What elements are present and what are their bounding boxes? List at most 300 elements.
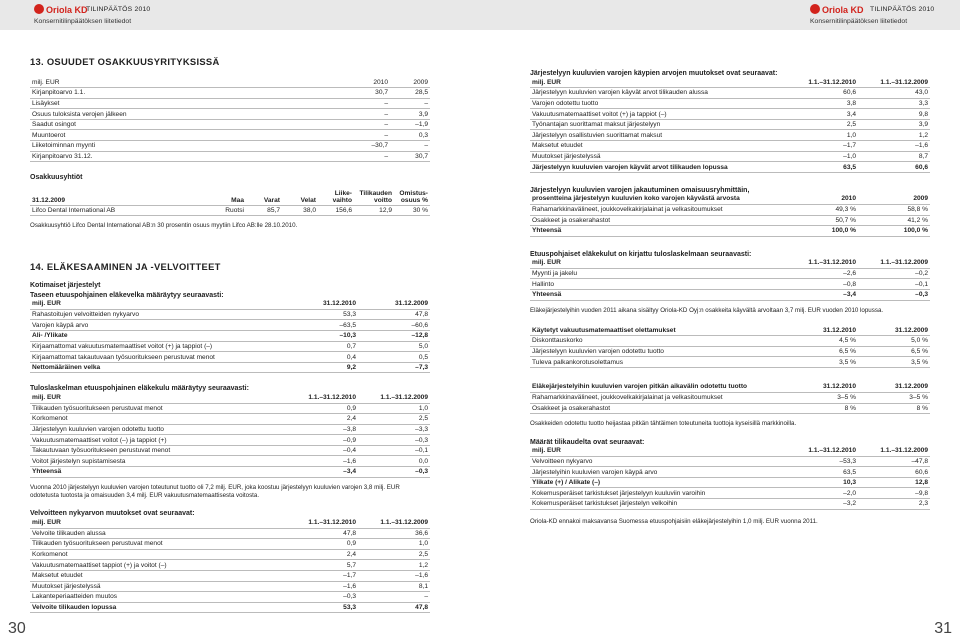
row-value: 2010 [350, 77, 390, 88]
row-label: Kirjanpitoarvo 31.12. [30, 151, 350, 162]
row-label: Kirjaamattomat takautuvaan työsuoritukseen perustuvat menot [30, 352, 286, 363]
row-value: 9,2 [286, 362, 358, 373]
row-value: 0,4 [286, 352, 358, 363]
row-value: 30,7 [390, 151, 430, 162]
row-value: 1.1.–31.12.2009 [858, 77, 930, 88]
column-header: 31.12.2009 [858, 325, 930, 336]
table-header [530, 258, 930, 269]
row-label: milj. EUR [530, 258, 786, 269]
table-row [30, 435, 430, 446]
table-row [30, 539, 430, 550]
row-value: 2,5 [358, 414, 430, 425]
table-row [30, 130, 430, 141]
row-value: 5,0 [358, 341, 430, 352]
subtitle-right: Konsernitilinpäätöksen liitetiedot [810, 18, 908, 25]
table-row [30, 592, 430, 603]
table-row [30, 528, 430, 539]
row-value: –53,3 [786, 456, 858, 467]
table-row [530, 141, 930, 152]
table-row [30, 549, 430, 560]
row-value: 10,3 [786, 477, 858, 488]
row-value: 47,8 [358, 602, 430, 613]
row-value: –0,1 [358, 445, 430, 456]
table-row [530, 488, 930, 499]
row-value: –2,6 [786, 268, 858, 279]
row-label: Järjestelyyn kuuluvien varojen käyvät arvot tilikauden alussa [530, 88, 786, 99]
section-13-title: 13. OSUUDET OSAKKUUSYRITYKSISSÄ [30, 56, 220, 67]
table-row [30, 320, 430, 331]
row-value: –1,6 [286, 456, 358, 467]
row-value: 8 % [858, 403, 930, 414]
table-row [30, 309, 430, 320]
row-value: –1,0 [786, 151, 858, 162]
row-label: Takautuvaan työsuoritukseen perustuvat menot [30, 445, 286, 456]
row-label: Osakkeet ja osakerahastot [530, 403, 786, 414]
row-value: 2,4 [286, 549, 358, 560]
table-row [530, 279, 930, 290]
row-label: 31.12.2009 [30, 187, 210, 205]
row-value: –3,4 [786, 290, 858, 301]
pension-cost-note: Vuonna 2010 järjestelyyn kuuluvien varojen toteutunut tuotto oli 7,2 milj. EUR, joka koostuu järjestelyyn kuuluvien varojen 3,8 milj. EUR odotetusta tuotosta ja omaisuuden 3,4 milj. EUR vakuutusmatemaattisesta voitosta. [30, 483, 400, 500]
row-label: Rahamarkkinavälineet, joukkovelkakirjalainat ja velkasitoumukset [530, 204, 786, 215]
table-header [30, 77, 430, 88]
table-row [530, 456, 930, 467]
plan-assets-title: Järjestelyyn kuuluvien varojen käypien arvojen muutokset ovat seuraavat: [530, 70, 778, 77]
row-value: 2,5 [358, 549, 430, 560]
row-label: Ali- /Ylikate [30, 331, 286, 342]
table-header [30, 187, 430, 205]
table-row [30, 445, 430, 456]
row-value: 1.1.–31.12.2010 [786, 446, 858, 457]
asset-allocation-title-1: Järjestelyyn kuuluvien varojen jakautuminen omaisuusryhmittäin, [530, 186, 750, 194]
row-value: 5,7 [286, 560, 358, 571]
table-row [530, 130, 930, 141]
oriola-logo-icon [34, 4, 44, 14]
table-title: Käytetyt vakuutusmatemaattiset olettamukset [530, 325, 786, 336]
row-value: 31.12.2009 [358, 299, 430, 310]
row-label: milj. EUR [30, 77, 350, 88]
row-label: Järjestelyyn kuuluvien varojen odotettu tuotto [530, 346, 786, 357]
row-value: –10,3 [286, 331, 358, 342]
row-value: 28,5 [390, 88, 430, 99]
row-label: Diskonttauskorko [530, 336, 786, 347]
amounts-table [530, 446, 930, 510]
table-row [30, 141, 430, 152]
row-label: Varojen odotettu tuotto [530, 98, 786, 109]
row-value: 1,2 [358, 560, 430, 571]
row-value: –3,8 [286, 424, 358, 435]
table-title: Eläkejärjestelyihin kuuluvien varojen pitkän aikavälin odotettu tuotto [530, 382, 786, 393]
row-value: –1,9 [390, 119, 430, 130]
table-row [30, 151, 430, 162]
table-row [30, 352, 430, 363]
row-value: 12,8 [858, 477, 930, 488]
row-value: –1,7 [286, 570, 358, 581]
row-label: Velvoitteen nykyarvo [530, 456, 786, 467]
row-value: –1,6 [858, 141, 930, 152]
plan-assets-table [530, 77, 930, 173]
row-label: Tilikauden työsuoritukseen perustuvat menot [30, 539, 286, 550]
pension-liability-title: Taseen etuuspohjainen eläkevelka määräytyy seuraavasti: [30, 291, 224, 299]
row-value: –1,7 [786, 141, 858, 152]
table-row [530, 215, 930, 226]
obligation-changes-table [30, 517, 430, 613]
associates-note: Osakkuusyhtiö Lifco Dental International AB:n 30 prosentin osuus myytiin Lifco AB:lle 28.10.2010. [30, 222, 298, 230]
row-value: Tilikauden voitto [354, 187, 394, 205]
table-row [530, 346, 930, 357]
row-label: Yhteensä [30, 467, 286, 478]
row-value: 63,5 [786, 467, 858, 478]
row-value: –0,2 [858, 268, 930, 279]
row-label: Nettomääräinen velka [30, 362, 286, 373]
table-row [30, 403, 430, 414]
row-value: 38,0 [282, 205, 318, 216]
row-value: 1,0 [358, 539, 430, 550]
income-statement-title: Etuuspohjaiset eläkekulut on kirjattu tuloslaskelmaan seuraavasti: [530, 250, 752, 258]
row-value: 1.1.–31.12.2010 [786, 258, 858, 269]
row-value: –3,4 [286, 467, 358, 478]
row-label: Ylikate (+) / Alikate (–) [530, 477, 786, 488]
row-value: 3,5 % [858, 357, 930, 368]
subtitle-left: Konsernitilinpäätöksen liitetiedot [34, 18, 132, 25]
row-value: –7,3 [358, 362, 430, 373]
row-label: Tilikauden työsuoritukseen perustuvat menot [30, 403, 286, 414]
row-value: 2,4 [286, 414, 358, 425]
row-value: – [350, 109, 390, 120]
row-label: Järjestelyyn osallistuvien suorittamat maksut [530, 130, 786, 141]
table-row [530, 88, 930, 99]
associates-table [30, 187, 430, 216]
page-header [0, 0, 960, 30]
table-row [30, 456, 430, 467]
row-label: Rahastoitujen velvoitteiden nykyarvo [30, 309, 286, 320]
row-label: Varojen käypä arvo [30, 320, 286, 331]
row-value: – [350, 119, 390, 130]
row-label: Järjestelyihin kuuluvien varojen käypä arvo [530, 467, 786, 478]
column-header: 31.12.2009 [858, 382, 930, 393]
row-value: –0,1 [858, 279, 930, 290]
row-value: 0,9 [286, 403, 358, 414]
row-label: Lakanteperiaatteiden muutos [30, 592, 286, 603]
row-value: Liike- vaihto [318, 187, 354, 205]
row-value: 3–5 % [786, 392, 858, 403]
row-label: Korkomenot [30, 549, 286, 560]
row-value: – [390, 98, 430, 109]
table-row [530, 290, 930, 301]
row-label: Kirjaamattomat vakuutusmatemaattiset voitot (+) ja tappiot (–) [30, 341, 286, 352]
column-header: 31.12.2010 [786, 325, 858, 336]
row-label: Hallinto [530, 279, 786, 290]
amounts-note: Oriola-KD ennakoi maksavansa Suomessa etuuspohjaisiin eläkejärjestelyihin 1,0 milj. EUR vuonna 2011. [530, 517, 818, 525]
table-row [530, 109, 930, 120]
row-value: Varat [246, 187, 282, 205]
row-value: 3,9 [858, 119, 930, 130]
row-value: –1,6 [286, 581, 358, 592]
row-value: 6,5 % [786, 346, 858, 357]
row-value: – [350, 151, 390, 162]
right-page [530, 70, 930, 526]
table-header [530, 382, 930, 393]
row-value: –3,3 [358, 424, 430, 435]
associate-holdings-table [30, 77, 430, 162]
row-value: 1.1.–31.12.2009 [858, 446, 930, 457]
row-value: 85,7 [246, 205, 282, 216]
row-value: –0,3 [358, 467, 430, 478]
table-row [530, 268, 930, 279]
pension-cost-table [30, 392, 430, 477]
row-value: –60,6 [358, 320, 430, 331]
row-value: 1,2 [858, 130, 930, 141]
row-value: 1.1.–31.12.2010 [786, 77, 858, 88]
row-label: Muuntoerot [30, 130, 350, 141]
row-value: 3,9 [390, 109, 430, 120]
assumptions-table [530, 325, 930, 368]
row-value: 2,3 [858, 499, 930, 510]
row-label: Velvoite tilikauden alussa [30, 528, 286, 539]
row-label: Yhteensä [530, 226, 786, 237]
row-value: 30 % [394, 205, 430, 216]
row-label: Tuleva palkankorotusolettamus [530, 357, 786, 368]
row-value: –30,7 [350, 141, 390, 152]
row-value: –0,3 [358, 435, 430, 446]
row-value: –9,8 [858, 488, 930, 499]
table-row [30, 205, 430, 216]
brand-logo-right: Oriola KD [810, 4, 864, 15]
row-label: Muutokset järjestelyssä [530, 151, 786, 162]
row-value: Velat [282, 187, 318, 205]
table-row [30, 581, 430, 592]
row-label: Maksetut etuudet [530, 141, 786, 152]
row-value: 53,3 [286, 602, 358, 613]
amounts-title: Määrät tilikaudelta ovat seuraavat: [530, 438, 645, 446]
asset-allocation-table [530, 194, 930, 237]
page-number-left: 30 [8, 620, 26, 637]
row-value: 49,3 % [786, 204, 858, 215]
table-header [30, 299, 430, 310]
row-value: 47,8 [358, 309, 430, 320]
row-label: Lisäykset [30, 98, 350, 109]
row-label: milj. EUR [30, 299, 286, 310]
row-value: Omistus- osuus % [394, 187, 430, 205]
row-value: 53,3 [286, 309, 358, 320]
table-row [30, 467, 430, 478]
row-label: Osuus tuloksista verojen jälkeen [30, 109, 350, 120]
row-value: –47,8 [858, 456, 930, 467]
row-label: Kokemusperäiset tarkistukset järjestelyyn kuuluviin varoihin [530, 488, 786, 499]
row-label: Vakuutusmatemaattiset voitot (+) ja tappiot (–) [530, 109, 786, 120]
income-statement-table [530, 258, 930, 301]
row-value: 3,5 % [786, 357, 858, 368]
table-row [30, 88, 430, 99]
table-row [530, 151, 930, 162]
row-value: 50,7 % [786, 215, 858, 226]
table-row [530, 499, 930, 510]
table-row [530, 392, 930, 403]
table-row [30, 119, 430, 130]
table-row [30, 570, 430, 581]
row-label: Kokemusperäiset tarkistukset järjestelyn velkoihin [530, 499, 786, 510]
row-value: 1,0 [358, 403, 430, 414]
table-row [530, 162, 930, 173]
row-label: Liiketoiminnan myynti [30, 141, 350, 152]
row-label: Korkomenot [30, 414, 286, 425]
row-label: milj. EUR [530, 77, 786, 88]
row-value: –1,6 [358, 570, 430, 581]
row-value: 1,0 [786, 130, 858, 141]
table-row [30, 560, 430, 571]
row-label: Työnantajan suorittamat maksut järjestelyyn [530, 119, 786, 130]
brand-logo-left: Oriola KD [34, 4, 88, 15]
report-title-right: TILINPÄÄTÖS 2010 [870, 6, 935, 13]
row-label: prosentteina järjestelyyn kuuluvien koko varojen käyvästä arvosta [530, 194, 786, 205]
row-value: –0,8 [786, 279, 858, 290]
row-value: 8 % [786, 403, 858, 414]
table-row [530, 477, 930, 488]
row-label: Muutokset järjestelyssä [30, 581, 286, 592]
row-value: 3–5 % [858, 392, 930, 403]
table-row [30, 331, 430, 342]
table-row [530, 467, 930, 478]
row-value: 60,6 [858, 467, 930, 478]
table-row [530, 98, 930, 109]
oriola-logo-icon [810, 4, 820, 14]
section-14-title: 14. ELÄKESAAMINEN JA -VELVOITTEET [30, 260, 221, 272]
table-row [530, 119, 930, 130]
row-value: –0,4 [286, 445, 358, 456]
row-label: Saadut osingot [30, 119, 350, 130]
row-value: 100,0 % [858, 226, 930, 237]
row-value: –12,8 [358, 331, 430, 342]
row-value: 47,8 [286, 528, 358, 539]
row-label: milj. EUR [30, 392, 286, 403]
table-header [530, 194, 930, 205]
row-value: 5,0 % [858, 336, 930, 347]
row-label: Osakkeet ja osakerahastot [530, 215, 786, 226]
table-header [530, 77, 930, 88]
pension-cost-title: Tuloslaskelman etuuspohjainen eläkekulu määräytyy seuraavasti: [30, 385, 249, 393]
row-label: milj. EUR [530, 446, 786, 457]
row-value: – [350, 130, 390, 141]
row-value: –63,5 [286, 320, 358, 331]
row-value: 0,9 [286, 539, 358, 550]
row-value: 3,8 [786, 98, 858, 109]
row-value: 3,4 [786, 109, 858, 120]
row-value: 36,6 [358, 528, 430, 539]
table-header [30, 517, 430, 528]
row-value: 0,5 [358, 352, 430, 363]
row-label: Kirjanpitoarvo 1.1. [30, 88, 350, 99]
income-statement-note: Eläkejärjestelyihin vuoden 2011 aikana sisältyy Oriola-KD Oyj:n osakkeita käyvältä arvoltaan 3,7 milj. EUR vuoden 2010 lopussa. [530, 306, 884, 314]
row-value: 1.1.–31.12.2009 [858, 258, 930, 269]
table-row [30, 414, 430, 425]
table-row [30, 109, 430, 120]
row-label: Vakuutusmatemaattiset voitot (–) ja tappiot (+) [30, 435, 286, 446]
row-value: 0,3 [390, 130, 430, 141]
row-value: Maa [210, 187, 246, 205]
row-value: 0,0 [358, 456, 430, 467]
column-header: 31.12.2010 [786, 382, 858, 393]
report-title-left: TILINPÄÄTÖS 2010 [86, 6, 151, 13]
page-number-right: 31 [934, 620, 952, 637]
row-value: 41,2 % [858, 215, 930, 226]
row-value: 58,8 % [858, 204, 930, 215]
row-value: – [390, 141, 430, 152]
row-label: Yhteensä [530, 290, 786, 301]
row-value: 1.1.–31.12.2009 [358, 517, 430, 528]
table-row [30, 341, 430, 352]
table-row [530, 403, 930, 414]
row-value: 156,6 [318, 205, 354, 216]
column-header: 2009 [858, 194, 930, 205]
row-value: 63,5 [786, 162, 858, 173]
column-header: 2010 [786, 194, 858, 205]
row-label: Vakuutusmatemaattiset tappiot (+) ja voitot (–) [30, 560, 286, 571]
row-value: –0,3 [286, 592, 358, 603]
row-value: 1.1.–31.12.2010 [286, 517, 358, 528]
row-label: Lifco Dental International AB [30, 205, 210, 216]
table-header [530, 325, 930, 336]
long-term-return-table [530, 382, 930, 414]
long-term-return-note: Osakkeiden odotettu tuotto heijastaa pitkän tähtäimen toteutuneita tuottoja kyseisillä markkinoilla. [530, 420, 797, 428]
row-value: 12,9 [354, 205, 394, 216]
row-label: Velvoite tilikauden lopussa [30, 602, 286, 613]
obligation-changes-title: Velvoitteen nykyarvon muutokset ovat seuraavat: [30, 510, 195, 518]
row-value: 31.12.2010 [286, 299, 358, 310]
row-value: 30,7 [350, 88, 390, 99]
associates-title: Osakkuusyhtiöt [30, 174, 83, 182]
row-value: – [358, 592, 430, 603]
row-value: 6,5 % [858, 346, 930, 357]
table-row [30, 98, 430, 109]
table-row [530, 357, 930, 368]
pension-liability-table [30, 299, 430, 374]
table-header [30, 392, 430, 403]
domestic-plans-title: Kotimaiset järjestelyt [30, 281, 101, 289]
row-value: 4,5 % [786, 336, 858, 347]
row-label: Järjestelyyn kuuluvien varojen odotettu tuotto [30, 424, 286, 435]
row-value: 8,7 [858, 151, 930, 162]
row-value: 1.1.–31.12.2009 [358, 392, 430, 403]
row-value: Ruotsi [210, 205, 246, 216]
row-label: Voitot järjestelyn supistamisesta [30, 456, 286, 467]
left-page [30, 56, 430, 613]
row-value: –2,0 [786, 488, 858, 499]
row-value: 2009 [390, 77, 430, 88]
row-value: 100,0 % [786, 226, 858, 237]
table-row [530, 336, 930, 347]
row-value: 0,7 [286, 341, 358, 352]
row-value: 2,5 [786, 119, 858, 130]
row-value: 8,1 [358, 581, 430, 592]
table-row [30, 424, 430, 435]
table-row [30, 602, 430, 613]
row-value: 43,0 [858, 88, 930, 99]
row-label: Maksetut etuudet [30, 570, 286, 581]
table-row [30, 362, 430, 373]
row-value: –0,3 [858, 290, 930, 301]
row-label: Järjestelyyn kuuluvien varojen käyvät arvot tilikauden lopussa [530, 162, 786, 173]
row-value: 3,3 [858, 98, 930, 109]
row-value: 60,6 [858, 162, 930, 173]
row-label: Rahamarkkinavälineet, joukkovelkakirjalainat ja velkasitoumukset [530, 392, 786, 403]
row-label: milj. EUR [30, 517, 286, 528]
row-value: 9,8 [858, 109, 930, 120]
row-value: 1.1.–31.12.2010 [286, 392, 358, 403]
table-row [530, 204, 930, 215]
table-header [530, 446, 930, 457]
row-value: 60,6 [786, 88, 858, 99]
row-value: –0,9 [286, 435, 358, 446]
